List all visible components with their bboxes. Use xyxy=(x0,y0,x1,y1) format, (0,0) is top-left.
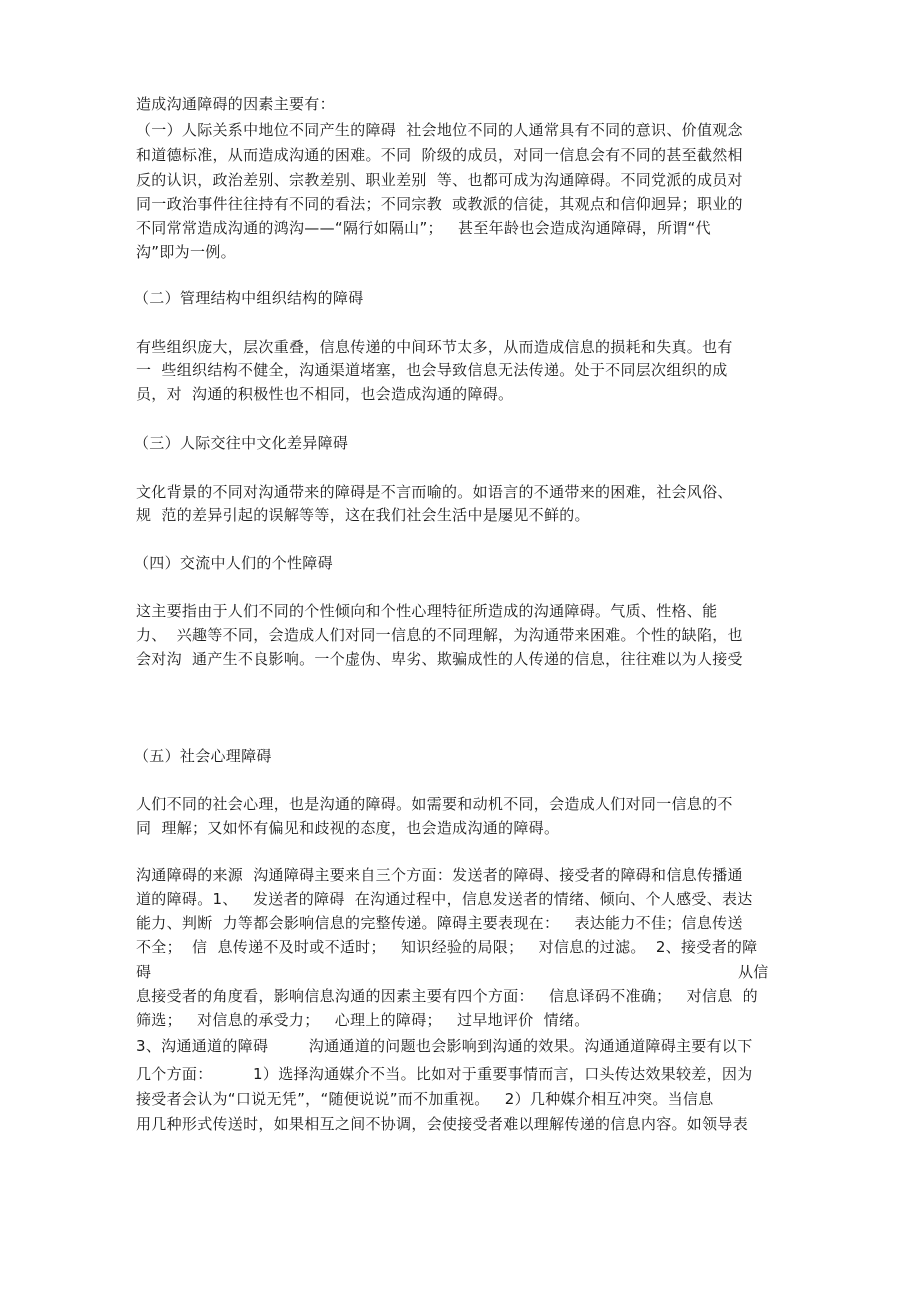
sources-line: 筛选； 对信息的承受力； 心理上的障碍； 过早地评价 情绪。 xyxy=(136,1011,590,1029)
section2-line: 员，对 沟通的积极性也不相同，也会造成沟通的障碍。 xyxy=(136,385,514,403)
section4-heading: （四）交流中人们的个性障碍 xyxy=(134,554,333,572)
section2-line: 一 些组织结构不健全，沟通渠道堵塞，也会导致信息无法传递。处于不同层次组织的成 xyxy=(136,361,728,379)
sources-line: 几个方面： 1）选择沟通媒介不当。比如对于重要事情而言，口头传达效果较差，因为 xyxy=(136,1065,753,1083)
sources-line: 不全； 信 息传递不及时或不适时； 知识经验的局限； 对信息的过滤。 2、接受者的障 xyxy=(136,938,758,956)
section4-line: 这主要指由于人们不同的个性倾向和个性心理特征所造成的沟通障碍。气质、性格、能 xyxy=(136,602,718,620)
section3-heading: （三）人际交往中文化差异障碍 xyxy=(134,434,349,452)
section1-line: 反的认识，政治差别、宗教差别、职业差别 等、也都可成为沟通障碍。不同党派的成员对 xyxy=(136,171,743,189)
section5-line: 同 理解；又如怀有偏见和歧视的态度，也会造成沟通的障碍。 xyxy=(136,819,560,837)
section1-line: 同一政治事件往往持有不同的看法；不同宗教 或教派的信徒，其观点和信仰迥异；职业的 xyxy=(136,195,743,213)
sources-line: 息接受者的角度看，影响信息沟通的因素主要有四个方面： 信息译码不准确； 对信息 的 xyxy=(136,987,758,1005)
intro-line: 造成沟通障碍的因素主要有： xyxy=(136,95,335,113)
sources-line: 用几种形式传送时，如果相互之间不协调，会使接受者难以理解传递的信息内容。如领导表 xyxy=(136,1115,749,1133)
section4-line: 会对沟 通产生不良影响。一个虚伪、卑劣、欺骗成性的人传递的信息，往往难以为人接受 xyxy=(136,650,743,668)
section1-line: （一）人际关系中地位不同产生的障碍 社会地位不同的人通常具有不同的意识、价值观念 xyxy=(136,121,743,139)
sources-line: 沟通障碍的来源 沟通障碍主要来自三个方面：发送者的障碍、接受者的障碍和信息传播通 xyxy=(136,866,743,884)
section2-heading: （二）管理结构中组织结构的障碍 xyxy=(134,289,364,307)
sources-line: 从信 xyxy=(738,963,769,981)
section1-line: 和道德标准，从而造成沟通的困难。不同 阶级的成员，对同一信息会有不同的甚至截然相 xyxy=(136,146,743,164)
sources-line: 能力、判断 力等都会影响信息的完整传递。障碍主要表现在： 表达能力不佳；信息传送 xyxy=(136,914,743,932)
section2-line: 有些组织庞大，层次重叠，信息传递的中间环节太多，从而造成信息的损耗和失真。也有 xyxy=(136,338,733,356)
section4-line: 力、 兴趣等不同，会造成人们对同一信息的不同理解，为沟通带来困难。个性的缺陷，也 xyxy=(136,626,743,644)
section3-line: 规 范的差异引起的误解等等，这在我们社会生活中是屡见不鲜的。 xyxy=(136,506,590,524)
section5-line: 人们不同的社会心理，也是沟通的障碍。如需要和动机不同，会造成人们对同一信息的不 xyxy=(136,795,733,813)
section5-heading: （五）社会心理障碍 xyxy=(134,747,272,765)
sources-line: 3、沟通通道的障碍 沟通通道的问题也会影响到沟通的效果。沟通通道障碍主要有以下 xyxy=(136,1037,753,1055)
section1-line: 不同常常造成沟通的鸿沟——“隔行如隔山”； 甚至年龄也会造成沟通障碍，所谓“代 xyxy=(136,219,711,237)
section3-line: 文化背景的不同对沟通带来的障碍是不言而喻的。如语言的不通带来的困难，社会风俗、 xyxy=(136,483,733,501)
section1-line: 沟”即为一例。 xyxy=(136,243,236,261)
sources-line: 接受者会认为“口说无凭”，“随便说说”而不加重视。 2）几种媒介相互冲突。当信息 xyxy=(136,1090,714,1108)
sources-line: 道的障碍。1、 发送者的障碍 在沟通过程中，信息发送者的情绪、倾向、个人感受、表达 xyxy=(136,890,753,908)
sources-line: 碍 xyxy=(136,963,152,981)
